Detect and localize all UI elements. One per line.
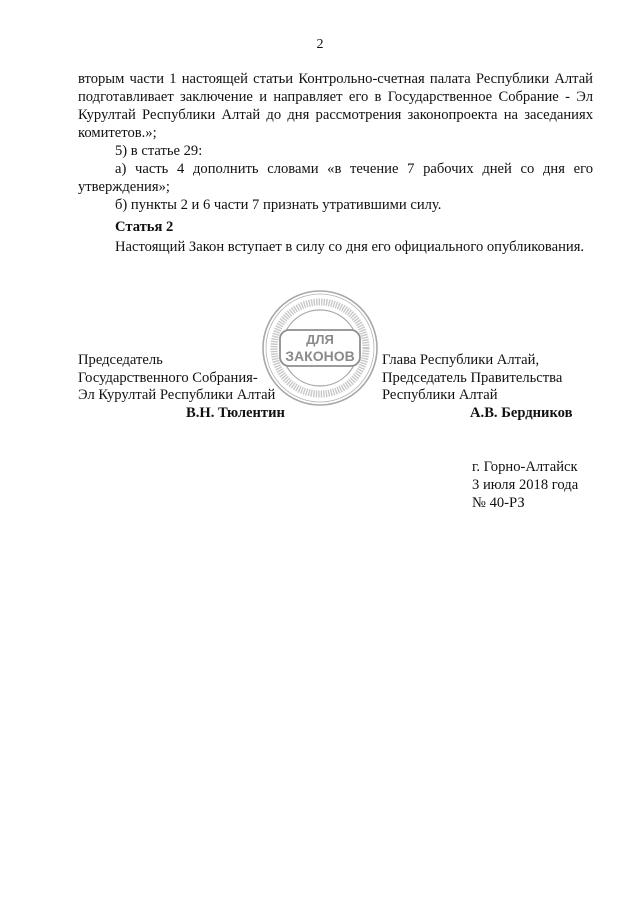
article-2-heading: Статья 2 [115, 219, 174, 235]
signature-right-name: А.В. Бердников [470, 404, 573, 421]
stamp-text-line1: ДЛЯ [306, 332, 334, 347]
stamp-text-line2: ЗАКОНОВ [285, 348, 355, 364]
paragraph-item-a: а) часть 4 дополнить словами «в течение 7 рабочих дней со дня его утверждения»; [78, 161, 593, 195]
issuance-place: г. Горно-Алтайск [472, 459, 578, 475]
signature-left-title-1: Председатель [78, 352, 163, 368]
issuance-block [472, 458, 578, 512]
document-body [78, 70, 593, 256]
signature-right [382, 352, 573, 422]
signature-left-title-3: Эл Курултай Республики Алтай [78, 387, 276, 403]
issuance-date: 3 июля 2018 года [472, 477, 579, 493]
signature-right-title-3: Республики Алтай [382, 387, 498, 403]
paragraph-continuation: вторым части 1 настоящей статьи Контрольно-счетная палата Республики Алтай подготавливает заключение и направляет его в Государственное Собрание - Эл Курултай Республики Алтай до дня рассмотрения законопроекта на заседаниях комитетов.»; [78, 71, 593, 141]
signature-right-title-1: Глава Республики Алтай, [382, 352, 540, 368]
signature-right-title-2: Председатель Правительства [382, 369, 563, 386]
paragraph-item-b: б) пункты 2 и 6 части 7 признать утратившими силу. [115, 197, 442, 213]
signature-left-title-2: Государственного Собрания- [78, 369, 258, 386]
page-number: 2 [316, 37, 324, 52]
issuance-number: № 40-РЗ [472, 495, 525, 511]
article-2-text: Настоящий Закон вступает в силу со дня его официального опубликования. [115, 239, 585, 255]
signature-left-name: В.Н. Тюлентин [186, 404, 285, 421]
paragraph-item-5: 5) в статье 29: [115, 143, 203, 159]
signature-left [78, 352, 285, 422]
